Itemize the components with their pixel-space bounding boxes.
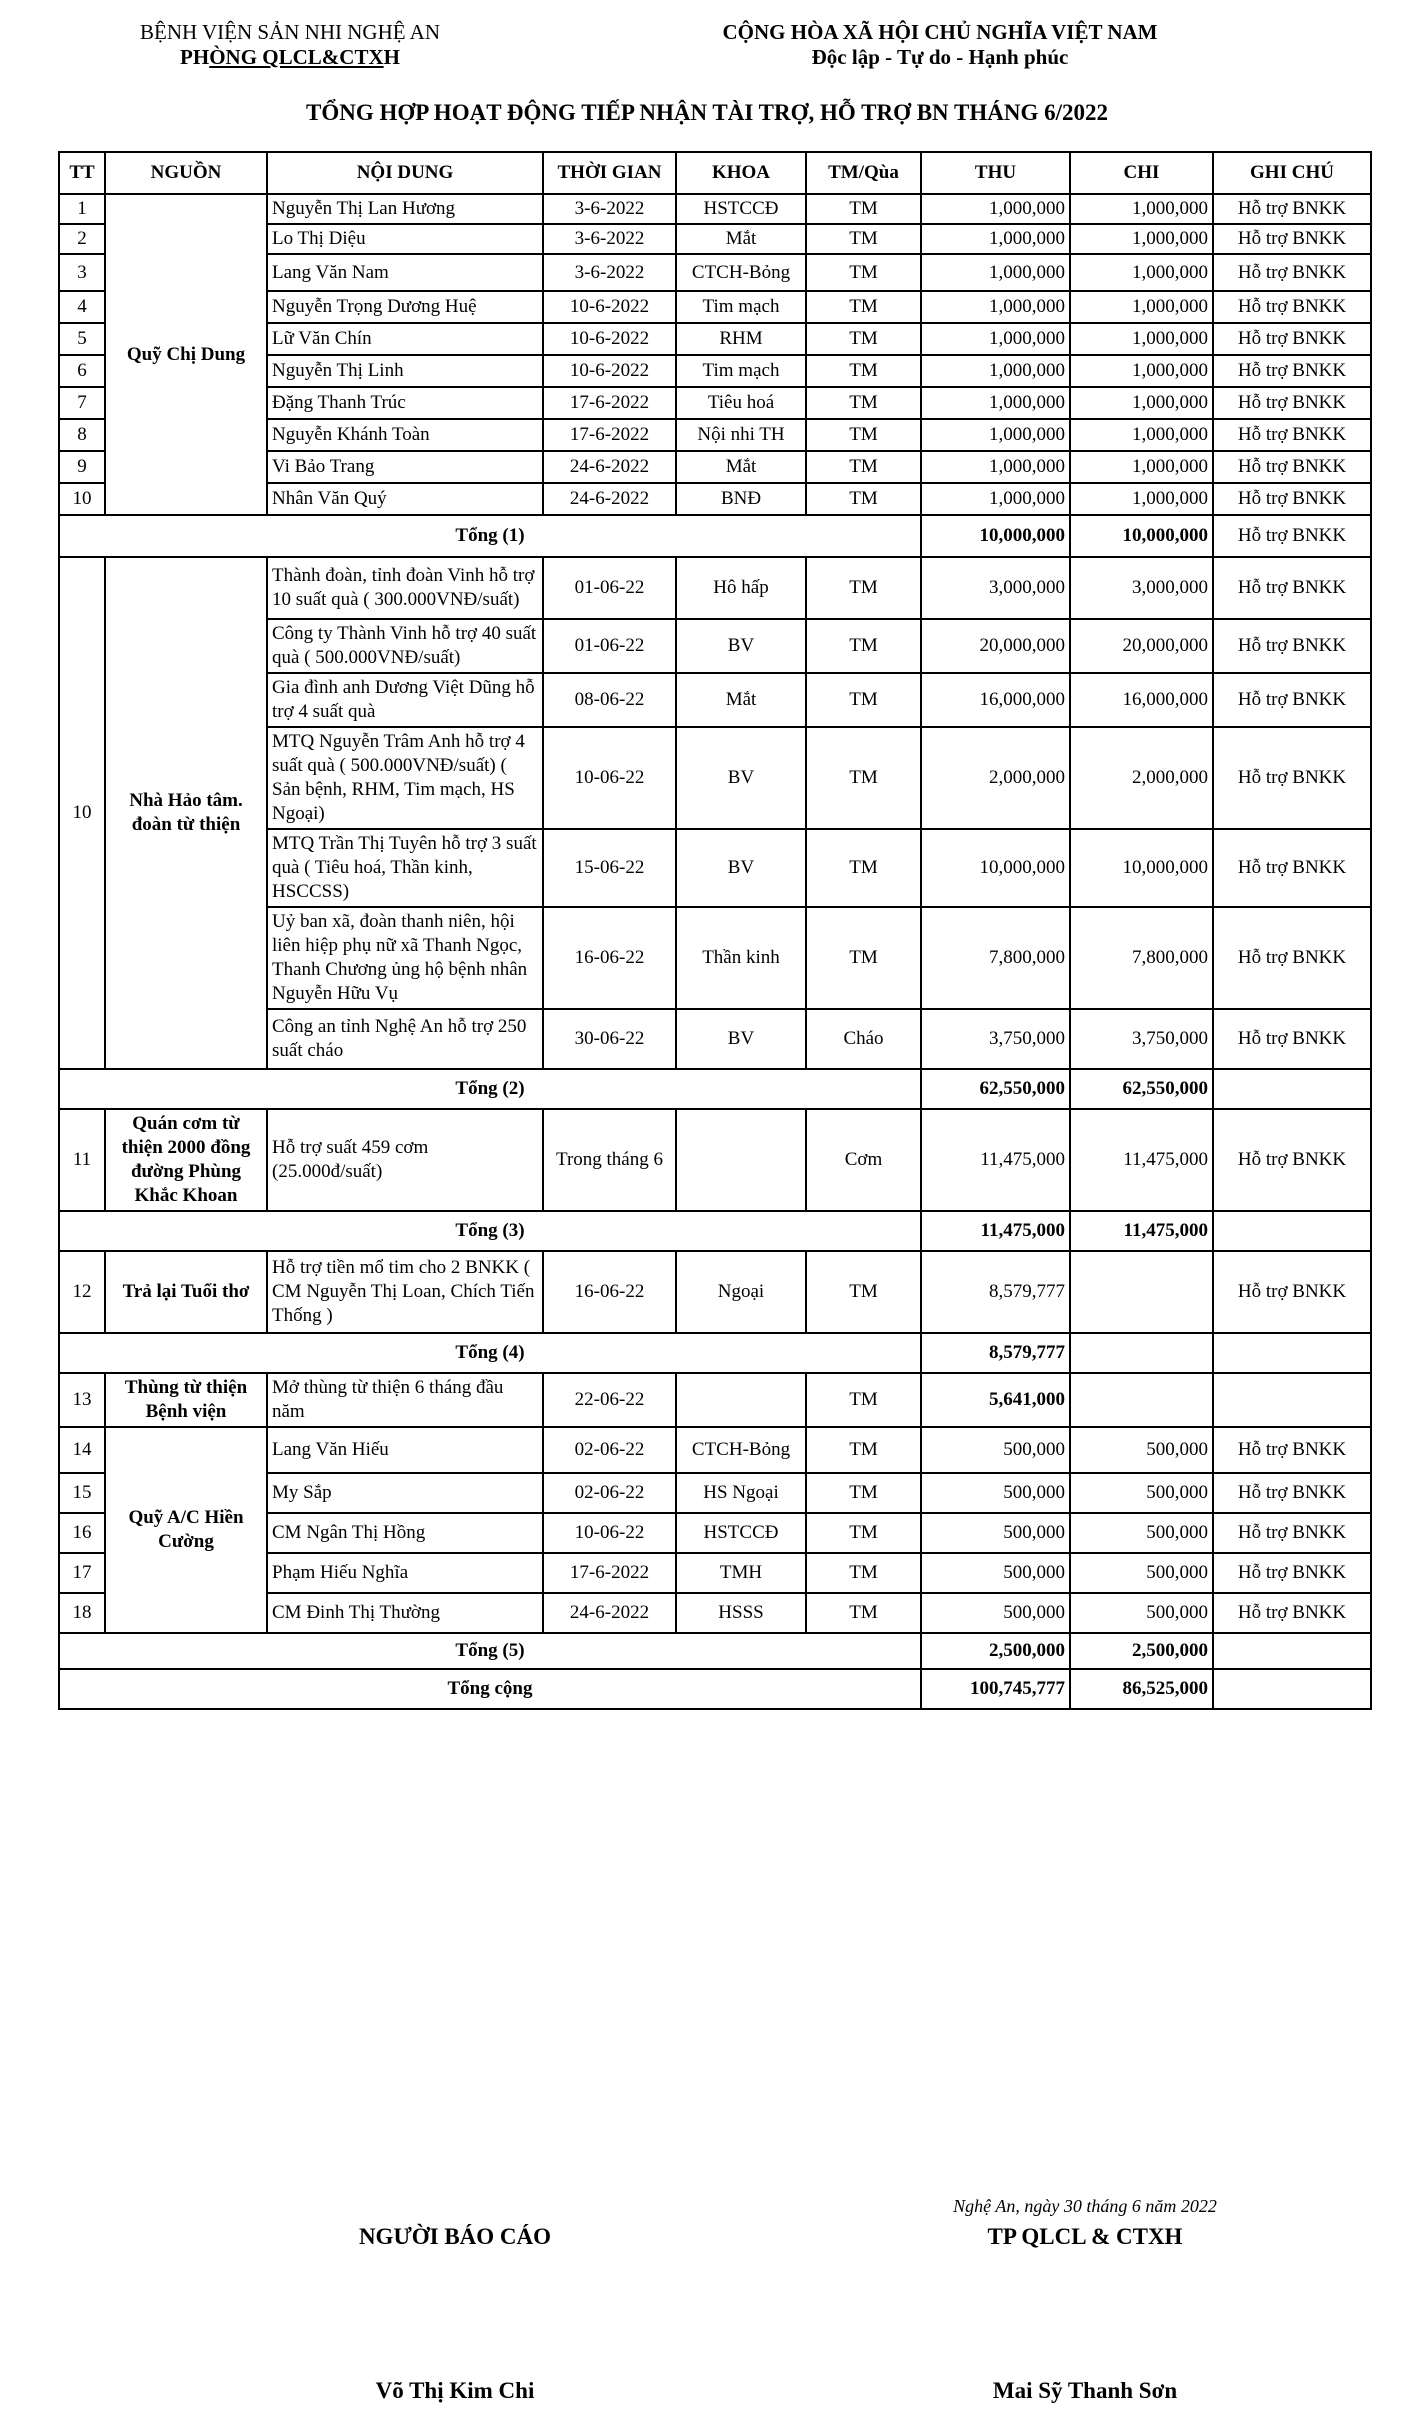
income-cell: 1,000,000: [921, 355, 1070, 387]
type-cell: TM: [806, 254, 921, 291]
department-name-part-2: ÒNG QLCL&CTX: [209, 45, 384, 69]
type-cell: TM: [806, 673, 921, 727]
table-row: [59, 1427, 1371, 1473]
grand-total-label: Tổng cộng: [59, 1669, 921, 1709]
grand-total-note: [1213, 1669, 1371, 1709]
note-cell: Hỗ trợ BNKK: [1213, 1473, 1371, 1513]
subtotal-label: Tổng (1): [59, 515, 921, 557]
income-cell: 1,000,000: [921, 194, 1070, 224]
type-cell: TM: [806, 323, 921, 355]
content-cell: Công an tỉnh Nghệ An hỗ trợ 250 suất cháo: [267, 1009, 543, 1069]
time-cell: 16-06-22: [543, 1251, 676, 1333]
type-cell: TM: [806, 483, 921, 515]
department-cell: CTCH-Bỏng: [676, 254, 806, 291]
subtotal-income: 62,550,000: [921, 1069, 1070, 1109]
expense-cell: 7,800,000: [1070, 907, 1213, 1009]
type-cell: TM: [806, 1373, 921, 1427]
subtotal-label: Tổng (2): [59, 1069, 921, 1109]
content-cell: Thành đoàn, tỉnh đoàn Vinh hỗ trợ 10 suất quà ( 300.000VNĐ/suất): [267, 557, 543, 619]
grand-total-income: 100,745,777: [921, 1669, 1070, 1709]
column-header-thu: THU: [921, 152, 1070, 194]
content-cell: Nguyễn Thị Linh: [267, 355, 543, 387]
document-title: TỔNG HỢP HOẠT ĐỘNG TIẾP NHẬN TÀI TRỢ, HỖ TRỢ BN THÁNG 6/2022: [306, 100, 1108, 125]
subtotal-income: 11,475,000: [921, 1211, 1070, 1251]
income-cell: 500,000: [921, 1593, 1070, 1633]
department-cell: Tim mạch: [676, 355, 806, 387]
subtotal-note: [1213, 1333, 1371, 1373]
type-cell: TM: [806, 619, 921, 673]
department-cell: Mắt: [676, 673, 806, 727]
source-cell: Thùng từ thiện Bệnh viện: [105, 1373, 267, 1427]
row-number: 4: [59, 291, 105, 323]
income-cell: 1,000,000: [921, 483, 1070, 515]
note-cell: Hỗ trợ BNKK: [1213, 1251, 1371, 1333]
row-number: 12: [59, 1251, 105, 1333]
department-name-part-3: H: [383, 45, 400, 69]
time-cell: 24-6-2022: [543, 451, 676, 483]
time-cell: 15-06-22: [543, 829, 676, 907]
content-cell: My Sắp: [267, 1473, 543, 1513]
type-cell: TM: [806, 727, 921, 829]
content-cell: Hỗ trợ suất 459 cơm (25.000đ/suất): [267, 1109, 543, 1211]
type-cell: TM: [806, 1593, 921, 1633]
content-cell: Lữ Văn Chín: [267, 323, 543, 355]
column-header-note: GHI CHÚ: [1213, 152, 1371, 194]
organization-header: [100, 20, 480, 70]
table-row: [59, 1251, 1371, 1333]
note-cell: [1213, 1373, 1371, 1427]
type-cell: TM: [806, 1427, 921, 1473]
type-cell: TM: [806, 355, 921, 387]
content-cell: MTQ Nguyễn Trâm Anh hỗ trợ 4 suất quà ( 500.000VNĐ/suất) ( Sản bệnh, RHM, Tim mạch, HS Ngoại): [267, 727, 543, 829]
expense-cell: 1,000,000: [1070, 194, 1213, 224]
expense-cell: 1,000,000: [1070, 254, 1213, 291]
expense-cell: [1070, 1251, 1213, 1333]
note-cell: Hỗ trợ BNKK: [1213, 451, 1371, 483]
income-cell: 1,000,000: [921, 323, 1070, 355]
report-date: Nghệ An, ngày 30 tháng 6 năm 2022: [953, 2196, 1217, 2216]
time-cell: 16-06-22: [543, 907, 676, 1009]
content-cell: CM Đinh Thị Thường: [267, 1593, 543, 1633]
note-cell: Hỗ trợ BNKK: [1213, 829, 1371, 907]
note-cell: Hỗ trợ BNKK: [1213, 619, 1371, 673]
expense-cell: 20,000,000: [1070, 619, 1213, 673]
expense-cell: 3,750,000: [1070, 1009, 1213, 1069]
expense-cell: 500,000: [1070, 1473, 1213, 1513]
type-cell: TM: [806, 1513, 921, 1553]
row-number: 3: [59, 254, 105, 291]
expense-cell: 500,000: [1070, 1553, 1213, 1593]
national-title: CỘNG HÒA XÃ HỘI CHỦ NGHĨA VIỆT NAM: [722, 20, 1158, 44]
expense-cell: 1,000,000: [1070, 355, 1213, 387]
note-cell: Hỗ trợ BNKK: [1213, 727, 1371, 829]
time-cell: 01-06-22: [543, 619, 676, 673]
column-header-content: NỘI DUNG: [267, 152, 543, 194]
row-number: 5: [59, 323, 105, 355]
time-cell: 08-06-22: [543, 673, 676, 727]
department-cell: BV: [676, 727, 806, 829]
department-cell: RHM: [676, 323, 806, 355]
content-cell: Vi Bảo Trang: [267, 451, 543, 483]
source-cell: Quỹ Chị Dung: [105, 194, 267, 515]
row-number: 9: [59, 451, 105, 483]
row-number: 15: [59, 1473, 105, 1513]
time-cell: 17-6-2022: [543, 419, 676, 451]
expense-cell: 3,000,000: [1070, 557, 1213, 619]
subtotal-expense: 2,500,000: [1070, 1633, 1213, 1669]
note-cell: Hỗ trợ BNKK: [1213, 419, 1371, 451]
row-number: 13: [59, 1373, 105, 1427]
time-cell: 17-6-2022: [543, 387, 676, 419]
note-cell: Hỗ trợ BNKK: [1213, 907, 1371, 1009]
content-cell: Nguyễn Thị Lan Hương: [267, 194, 543, 224]
subtotal-income: 10,000,000: [921, 515, 1070, 557]
department-cell: Nội nhi TH: [676, 419, 806, 451]
income-cell: 1,000,000: [921, 387, 1070, 419]
income-cell: 500,000: [921, 1427, 1070, 1473]
income-cell: 2,000,000: [921, 727, 1070, 829]
subtotal-note: [1213, 1633, 1371, 1669]
subtotal-income: 8,579,777: [921, 1333, 1070, 1373]
subtotal-expense: 62,550,000: [1070, 1069, 1213, 1109]
expense-cell: 10,000,000: [1070, 829, 1213, 907]
subtotal-label: Tổng (3): [59, 1211, 921, 1251]
type-cell: TM: [806, 1251, 921, 1333]
department-cell: BV: [676, 829, 806, 907]
expense-cell: 16,000,000: [1070, 673, 1213, 727]
row-number: 8: [59, 419, 105, 451]
time-cell: 02-06-22: [543, 1427, 676, 1473]
report-table: [58, 151, 1372, 1710]
column-header-source: NGUỒN: [105, 152, 267, 194]
subtotal-note: [1213, 1069, 1371, 1109]
time-cell: 24-6-2022: [543, 483, 676, 515]
subtotal-label: Tổng (4): [59, 1333, 921, 1373]
department-cell: Mắt: [676, 451, 806, 483]
type-cell: TM: [806, 291, 921, 323]
department-cell: Tiêu hoá: [676, 387, 806, 419]
time-cell: 30-06-22: [543, 1009, 676, 1069]
row-number: 14: [59, 1427, 105, 1473]
source-cell: Nhà Hảo tâm. đoàn từ thiện: [105, 557, 267, 1069]
time-cell: 01-06-22: [543, 557, 676, 619]
department-cell: Thần kinh: [676, 907, 806, 1009]
subtotal-income: 2,500,000: [921, 1633, 1070, 1669]
time-cell: 22-06-22: [543, 1373, 676, 1427]
expense-cell: 1,000,000: [1070, 451, 1213, 483]
type-cell: Cơm: [806, 1109, 921, 1211]
department-cell: Ngoại: [676, 1251, 806, 1333]
note-cell: Hỗ trợ BNKK: [1213, 194, 1371, 224]
row-number: 10: [59, 557, 105, 1069]
subtotal-expense: 10,000,000: [1070, 515, 1213, 557]
time-cell: 10-06-22: [543, 727, 676, 829]
note-cell: Hỗ trợ BNKK: [1213, 1109, 1371, 1211]
type-cell: TM: [806, 387, 921, 419]
reporter-name: Võ Thị Kim Chi: [375, 2378, 535, 2403]
source-cell: Trả lại Tuổi thơ: [105, 1251, 267, 1333]
expense-cell: 11,475,000: [1070, 1109, 1213, 1211]
expense-cell: 1,000,000: [1070, 387, 1213, 419]
content-cell: Hỗ trợ tiền mổ tim cho 2 BNKK ( CM Nguyễn Thị Loan, Chích Tiến Thống ): [267, 1251, 543, 1333]
type-cell: TM: [806, 1473, 921, 1513]
department-cell: CTCH-Bỏng: [676, 1427, 806, 1473]
income-cell: 10,000,000: [921, 829, 1070, 907]
income-cell: 500,000: [921, 1513, 1070, 1553]
income-cell: 11,475,000: [921, 1109, 1070, 1211]
department-cell: BV: [676, 619, 806, 673]
row-number: 6: [59, 355, 105, 387]
time-cell: 10-06-22: [543, 1513, 676, 1553]
income-cell: 1,000,000: [921, 419, 1070, 451]
department-cell: TMH: [676, 1553, 806, 1593]
row-number: 18: [59, 1593, 105, 1633]
note-cell: Hỗ trợ BNKK: [1213, 673, 1371, 727]
department-cell: HSTCCĐ: [676, 1513, 806, 1553]
column-header-chi: CHI: [1070, 152, 1213, 194]
note-cell: Hỗ trợ BNKK: [1213, 1513, 1371, 1553]
type-cell: TM: [806, 194, 921, 224]
note-cell: Hỗ trợ BNKK: [1213, 557, 1371, 619]
column-header-type: TM/Qùa: [806, 152, 921, 194]
note-cell: Hỗ trợ BNKK: [1213, 224, 1371, 254]
income-cell: 20,000,000: [921, 619, 1070, 673]
time-cell: 02-06-22: [543, 1473, 676, 1513]
expense-cell: 500,000: [1070, 1593, 1213, 1633]
note-cell: Hỗ trợ BNKK: [1213, 387, 1371, 419]
content-cell: CM Ngân Thị Hồng: [267, 1513, 543, 1553]
row-number: 16: [59, 1513, 105, 1553]
column-header-dept: KHOA: [676, 152, 806, 194]
note-cell: Hỗ trợ BNKK: [1213, 291, 1371, 323]
table-row: [59, 557, 1371, 619]
subtotal-row: [59, 1069, 1371, 1109]
income-cell: 1,000,000: [921, 451, 1070, 483]
department-name-part-1: PH: [180, 45, 210, 69]
income-cell: 500,000: [921, 1553, 1070, 1593]
content-cell: Lang Văn Hiếu: [267, 1427, 543, 1473]
content-cell: Gia đình anh Dương Việt Dũng hỗ trợ 4 suất quà: [267, 673, 543, 727]
department-cell: HSTCCĐ: [676, 194, 806, 224]
source-cell: Quỹ A/C Hiền Cường: [105, 1427, 267, 1633]
national-motto: Độc lập - Tự do - Hạnh phúc: [811, 45, 1069, 69]
income-cell: 16,000,000: [921, 673, 1070, 727]
time-cell: 3-6-2022: [543, 254, 676, 291]
expense-cell: 1,000,000: [1070, 483, 1213, 515]
expense-cell: 1,000,000: [1070, 291, 1213, 323]
source-cell: Quán cơm từ thiện 2000 đồng đường Phùng Khắc Khoan: [105, 1109, 267, 1211]
content-cell: Lo Thị Diệu: [267, 224, 543, 254]
type-cell: TM: [806, 557, 921, 619]
manager-title: TP QLCL & CTXH: [987, 2224, 1183, 2249]
income-cell: 1,000,000: [921, 291, 1070, 323]
income-cell: 1,000,000: [921, 224, 1070, 254]
table-header-row: [59, 152, 1371, 194]
national-header: [690, 20, 1190, 70]
type-cell: TM: [806, 451, 921, 483]
subtotal-row: [59, 1333, 1371, 1373]
time-cell: 17-6-2022: [543, 1553, 676, 1593]
subtotal-label: Tổng (5): [59, 1633, 921, 1669]
note-cell: Hỗ trợ BNKK: [1213, 1009, 1371, 1069]
expense-cell: 500,000: [1070, 1427, 1213, 1473]
type-cell: TM: [806, 829, 921, 907]
department-cell: BNĐ: [676, 483, 806, 515]
expense-cell: [1070, 1373, 1213, 1427]
subtotal-row: [59, 1633, 1371, 1669]
row-number: 1: [59, 194, 105, 224]
row-number: 7: [59, 387, 105, 419]
reporter-title: NGƯỜI BÁO CÁO: [358, 2224, 552, 2249]
column-header-tt: TT: [59, 152, 105, 194]
row-number: 2: [59, 224, 105, 254]
type-cell: TM: [806, 1553, 921, 1593]
content-cell: Đặng Thanh Trúc: [267, 387, 543, 419]
type-cell: Cháo: [806, 1009, 921, 1069]
note-cell: Hỗ trợ BNKK: [1213, 1427, 1371, 1473]
department-name: [100, 45, 480, 70]
income-cell: 8,579,777: [921, 1251, 1070, 1333]
note-cell: Hỗ trợ BNKK: [1213, 254, 1371, 291]
content-cell: Nguyễn Trọng Dương Huệ: [267, 291, 543, 323]
content-cell: Phạm Hiếu Nghĩa: [267, 1553, 543, 1593]
time-cell: 24-6-2022: [543, 1593, 676, 1633]
content-cell: Uỷ ban xã, đoàn thanh niên, hội liên hiệp phụ nữ xã Thanh Ngọc, Thanh Chương ủng hộ bệnh nhân Nguyễn Hữu Vụ: [267, 907, 543, 1009]
grand-total-row: [59, 1669, 1371, 1709]
expense-cell: 2,000,000: [1070, 727, 1213, 829]
content-cell: Nhân Văn Quý: [267, 483, 543, 515]
row-number: 10: [59, 483, 105, 515]
department-cell: BV: [676, 1009, 806, 1069]
income-cell: 3,000,000: [921, 557, 1070, 619]
time-cell: 3-6-2022: [543, 194, 676, 224]
table-row: [59, 1373, 1371, 1427]
type-cell: TM: [806, 224, 921, 254]
income-cell: 3,750,000: [921, 1009, 1070, 1069]
content-cell: Nguyễn Khánh Toàn: [267, 419, 543, 451]
time-cell: 10-6-2022: [543, 355, 676, 387]
content-cell: Mở thùng từ thiện 6 tháng đầu năm: [267, 1373, 543, 1427]
department-cell: HSSS: [676, 1593, 806, 1633]
subtotal-expense: 11,475,000: [1070, 1211, 1213, 1251]
row-number: 11: [59, 1109, 105, 1211]
time-cell: 3-6-2022: [543, 224, 676, 254]
subtotal-note: Hỗ trợ BNKK: [1213, 515, 1371, 557]
expense-cell: 1,000,000: [1070, 323, 1213, 355]
time-cell: Trong tháng 6: [543, 1109, 676, 1211]
expense-cell: 500,000: [1070, 1513, 1213, 1553]
note-cell: Hỗ trợ BNKK: [1213, 323, 1371, 355]
subtotal-note: [1213, 1211, 1371, 1251]
note-cell: Hỗ trợ BNKK: [1213, 1593, 1371, 1633]
subtotal-row: [59, 515, 1371, 557]
note-cell: Hỗ trợ BNKK: [1213, 483, 1371, 515]
table-row: [59, 194, 1371, 224]
subtotal-expense: [1070, 1333, 1213, 1373]
content-cell: MTQ Trần Thị Tuyên hỗ trợ 3 suất quà ( Tiêu hoá, Thần kinh, HSCCSS): [267, 829, 543, 907]
table-row: [59, 1109, 1371, 1211]
income-cell: 7,800,000: [921, 907, 1070, 1009]
subtotal-row: [59, 1211, 1371, 1251]
column-header-time: THỜI GIAN: [543, 152, 676, 194]
income-cell: 5,641,000: [921, 1373, 1070, 1427]
content-cell: Công ty Thành Vinh hỗ trợ 40 suất quà ( 500.000VNĐ/suất): [267, 619, 543, 673]
note-cell: Hỗ trợ BNKK: [1213, 1553, 1371, 1593]
manager-name: Mai Sỹ Thanh Sơn: [992, 2378, 1178, 2403]
income-cell: 500,000: [921, 1473, 1070, 1513]
table-body: [59, 194, 1371, 1709]
note-cell: Hỗ trợ BNKK: [1213, 355, 1371, 387]
department-cell: [676, 1373, 806, 1427]
department-cell: Tim mạch: [676, 291, 806, 323]
department-cell: Mắt: [676, 224, 806, 254]
time-cell: 10-6-2022: [543, 323, 676, 355]
expense-cell: 1,000,000: [1070, 224, 1213, 254]
type-cell: TM: [806, 907, 921, 1009]
department-cell: [676, 1109, 806, 1211]
department-cell: Hô hấp: [676, 557, 806, 619]
hospital-name: BỆNH VIỆN SẢN NHI NGHỆ AN: [139, 20, 441, 44]
content-cell: Lang Văn Nam: [267, 254, 543, 291]
income-cell: 1,000,000: [921, 254, 1070, 291]
grand-total-expense: 86,525,000: [1070, 1669, 1213, 1709]
department-cell: HS Ngoại: [676, 1473, 806, 1513]
type-cell: TM: [806, 419, 921, 451]
row-number: 17: [59, 1553, 105, 1593]
expense-cell: 1,000,000: [1070, 419, 1213, 451]
time-cell: 10-6-2022: [543, 291, 676, 323]
